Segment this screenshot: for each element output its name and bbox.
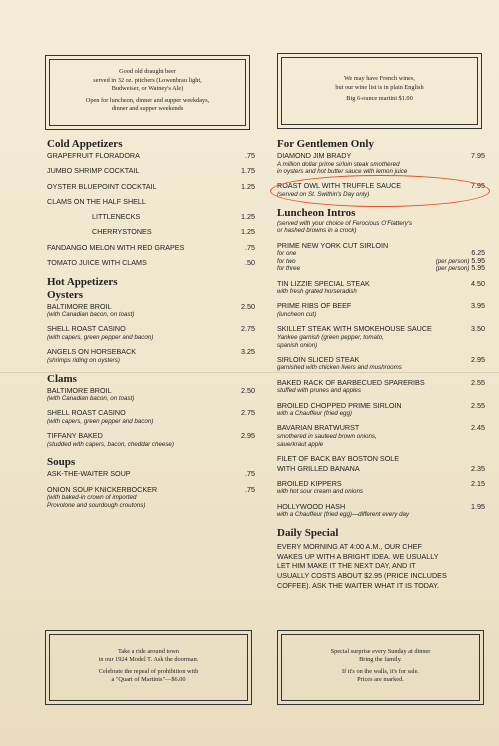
- menu-item: SIRLOIN SLICED STEAK 2.95 garnished with chicken livers and mushrooms: [277, 354, 485, 372]
- menu-item: PRIME NEW YORK CUT SIRLOIN: [277, 240, 389, 250]
- box-model-t: Take a ride around town in our 1924 Model T. Ask the doorman. Celebrate the repeal of prohibition with a "Quart of Martinis"—$6.00: [45, 630, 252, 705]
- sirloin-tier: for two (per person) 5.95: [277, 257, 485, 265]
- luncheon-intros-heading: Luncheon Intros: [277, 206, 356, 219]
- menu-item: BALTIMORE BROIL 2.50 (with Canadian bacon, on toast): [47, 301, 255, 319]
- menu-item: PRIME RIBS OF BEEF 3.95 (luncheon cut): [277, 301, 485, 319]
- cold-appetizers-heading: Cold Appetizers: [47, 138, 123, 150]
- menu-item: LITTLENECKS 1.25: [92, 212, 255, 222]
- hot-appetizers-heading: Hot Appetizers: [47, 275, 118, 288]
- menu-item: WITH GRILLED BANANA 2.35: [277, 463, 485, 473]
- menu-item: CHERRYSTONES 1.25: [92, 227, 255, 237]
- luncheon-intro-note: (served with your choice of Ferocious O'Flattery's: [277, 219, 413, 227]
- menu-item: ASK-THE-WAITER SOUP .75: [47, 469, 255, 479]
- menu-item: TIN LIZZIE SPECIAL STEAK 4.50 with fresh grated horseradish: [277, 278, 485, 296]
- menu-item: TIFFANY BAKED 2.95 (studded with capers, bacon, cheddar cheese): [47, 431, 255, 448]
- menu-item: DIAMOND JIM BRADY 7.95 A million dollar prime sirloin steak smothered in oysters and hot butter sauce with lemon juice: [277, 151, 485, 176]
- clams-heading: Clams: [47, 372, 77, 385]
- box-wine: We may have French wines, but our wine list is in plain English Big 6-ounce martini $1.00: [277, 53, 482, 129]
- menu-item: JUMBO SHRIMP COCKTAIL 1.75: [47, 166, 255, 176]
- menu-item: FILET OF BACK BAY BOSTON SOLE: [277, 453, 400, 463]
- soups-heading: Soups: [47, 456, 76, 469]
- menu-item: BROILED KIPPERS 2.15 with hot sour cream and onions: [277, 478, 485, 496]
- menu-item: SHELL ROAST CASINO 2.75 (with capers, green pepper and bacon): [47, 408, 255, 425]
- menu-item: SHELL ROAST CASINO 2.75 (with capers, green pepper and bacon): [47, 324, 255, 342]
- menu-item: SKILLET STEAK WITH SMOKEHOUSE SAUCE 3.50 Yankee garnish (green pepper, tomato, spanish onion): [277, 324, 485, 349]
- menu-item: GRAPEFRUIT FLORADORA .75: [47, 151, 255, 160]
- menu-item: BALTIMORE BROIL 2.50 (with Canadian bacon, on toast): [47, 385, 255, 403]
- box-beer: Good old draught beer served in 32 oz. pitchers (Lowenbrau light, Budweiser, or Watney's Ale) Open for luncheon, dinner and supper weekdays, dinner and supper weekends: [45, 55, 250, 130]
- menu-item: FANDANGO MELON WITH RED GRAPES .75: [47, 242, 255, 252]
- box-sunday: Special surprise every Sunday at dinner Bring the family. If it's on the walls, it's for sale. Prices are marked.: [277, 630, 484, 705]
- sirloin-tier: for three (per person) 5.95: [277, 265, 485, 273]
- menu-item: TOMATO JUICE WITH CLAMS .50: [47, 257, 255, 267]
- menu-item: BAVARIAN BRATWURST 2.45 smothered in sauteed brown onions, sauerkraut apple: [277, 423, 485, 448]
- menu-item: OYSTER BLUEPOINT COCKTAIL 1.25: [47, 181, 255, 191]
- daily-special-text: EVERY MORNING AT 4:00 A.M., OUR CHEF WAKES UP WITH A BRIGHT IDEA. WE USUALLY LET HIM MAKE IT THE NEXT DAY, AND IT USUALLY COSTS ABOUT $2.95 (PRICE INCLUDES COFFEE). ASK THE WAITER WHAT IT IS TODAY.: [277, 541, 447, 591]
- menu-item: BAKED RACK OF BARBECUED SPARERIBS 2.55 stuffed with prunes and apples: [277, 377, 485, 395]
- menu-item: CLAMS ON THE HALF SHELL: [47, 196, 146, 206]
- menu-item: ONION SOUP KNICKERBOCKER .75 (with baked-in crown of imported Provolone and sourdough croutons): [47, 484, 255, 509]
- menu-item: BROILED CHOPPED PRIME SIRLOIN 2.55 with a Chauffeur (fried egg): [277, 400, 485, 418]
- daily-special-heading: Daily Special: [277, 526, 339, 539]
- sirloin-tier: for one 6.25: [277, 250, 485, 258]
- menu-item-roast-owl: ROAST OWL WITH TRUFFLE SAUCE 7.95 (served on St. Swithin's Day only): [277, 181, 485, 199]
- left-column: [47, 138, 255, 510]
- menu-item: ANGELS ON HORSEBACK 3.25 (shrimps riding on oysters): [47, 347, 255, 364]
- luncheon-intro-note: or hashed browns in a crock): [277, 227, 357, 235]
- hand-drawn-circle-highlight: [270, 175, 490, 207]
- gentlemen-heading: For Gentlemen Only: [277, 138, 374, 150]
- oysters-heading: Oysters: [47, 288, 84, 301]
- menu-item: HOLLYWOOD HASH 1.95 with a Chauffeur (fried egg)—different every day: [277, 501, 485, 519]
